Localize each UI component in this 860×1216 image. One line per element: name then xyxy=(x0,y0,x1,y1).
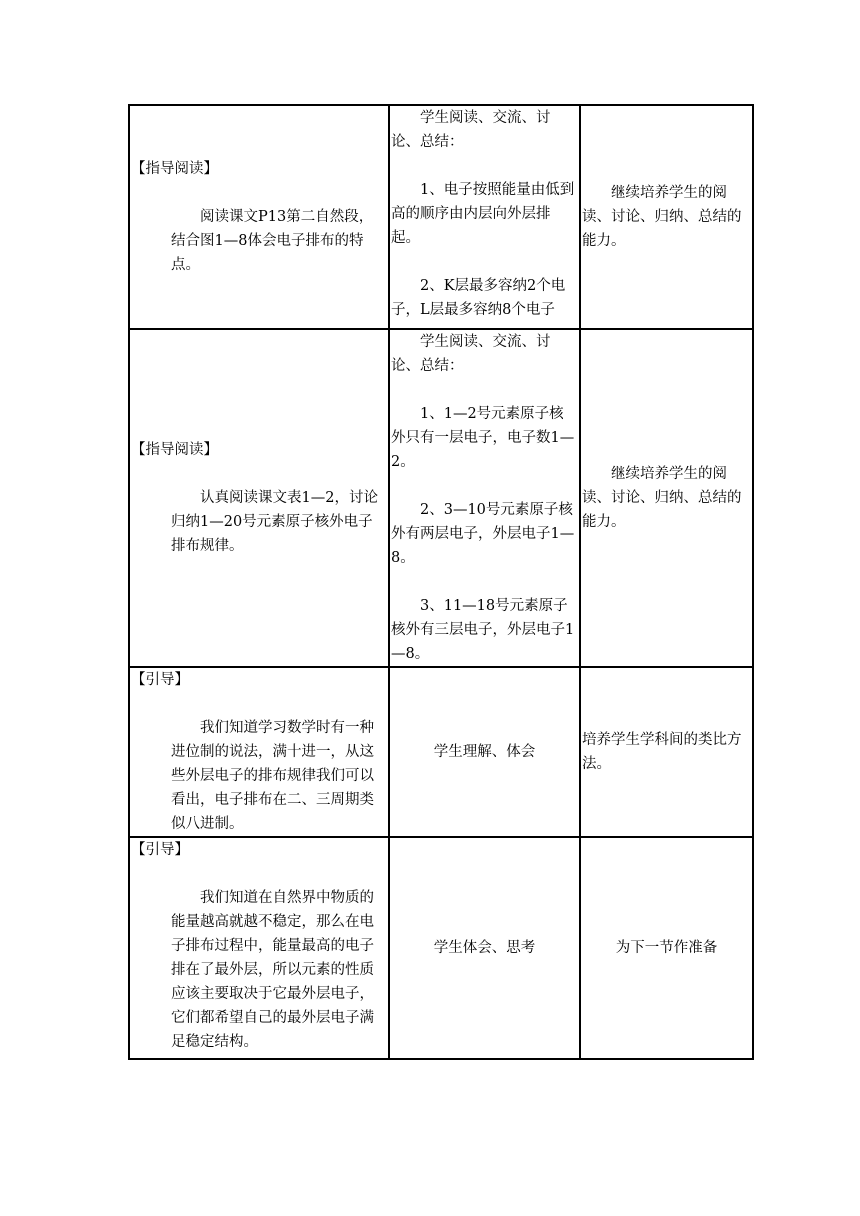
teacher-instruction: 阅读课文P13第二自然段，结合图1—8体会电子排布的特点。 xyxy=(171,209,374,273)
teacher-activity-cell xyxy=(129,837,389,1059)
table-row xyxy=(129,105,753,329)
teacher-activity-cell xyxy=(129,105,389,329)
student-text: 学生阅读、交流、讨论、总结： xyxy=(391,110,551,150)
teacher-instruction: 认真阅读课文表1—2，讨论归纳1—20号元素原子核外电子排布规律。 xyxy=(171,490,378,554)
student-text: 2、K层最多容纳2个电子，L层最多容纳8个电子 xyxy=(391,278,566,318)
section-heading: 【指导阅读】 xyxy=(131,161,218,177)
design-intent-cell xyxy=(580,329,753,667)
student-text: 学生理解、体会 xyxy=(433,744,536,760)
student-text: 学生体会、思考 xyxy=(433,940,536,956)
teacher-instruction: 我们知道学习数学时有一种进位制的说法，满十进一，从这些外层电子的排布规律我们可以看出，电子排布在二、三周期类似八进制。 xyxy=(171,720,374,832)
student-text: 2、3—10号元素原子核外有两层电子，外层电子1—8。 xyxy=(391,502,575,566)
design-intent-text: 继续培养学生的阅读、讨论、归纳、总结的能力。 xyxy=(582,185,742,249)
teacher-instruction: 我们知道在自然界中物质的能量越高就越不稳定，那么在电子排布过程中，能量最高的电子排在了最外层，所以元素的性质应该主要取决于它最外层电子，它们都希望自己的最外层电子满足稳定结构。 xyxy=(171,890,374,1050)
design-intent-text: 培养学生学科间的类比方法。 xyxy=(582,732,742,772)
student-text: 1、1—2号元素原子核外只有一层电子，电子数1—2。 xyxy=(391,406,575,470)
student-activity-cell xyxy=(389,329,580,667)
student-activity-cell xyxy=(389,667,580,837)
teacher-activity-cell xyxy=(129,667,389,837)
design-intent-cell xyxy=(580,837,753,1059)
table-row xyxy=(129,329,753,667)
table-row xyxy=(129,837,753,1059)
design-intent-cell xyxy=(580,667,753,837)
design-intent-text: 为下一节作准备 xyxy=(615,940,718,956)
student-text: 学生阅读、交流、讨论、总结： xyxy=(391,334,551,374)
table-row xyxy=(129,667,753,837)
section-heading: 【指导阅读】 xyxy=(131,442,218,458)
section-heading: 【引导】 xyxy=(131,672,189,688)
design-intent-text: 继续培养学生的阅读、讨论、归纳、总结的能力。 xyxy=(582,466,742,530)
student-text: 3、11—18号元素原子核外有三层电子，外层电子1—8。 xyxy=(391,598,575,662)
design-intent-cell xyxy=(580,105,753,329)
lesson-plan-table xyxy=(128,104,754,1060)
student-text: 1、电子按照能量由低到高的顺序由内层向外层排起。 xyxy=(391,182,575,246)
teacher-activity-cell xyxy=(129,329,389,667)
student-activity-cell xyxy=(389,105,580,329)
section-heading: 【引导】 xyxy=(131,842,189,858)
student-activity-cell xyxy=(389,837,580,1059)
